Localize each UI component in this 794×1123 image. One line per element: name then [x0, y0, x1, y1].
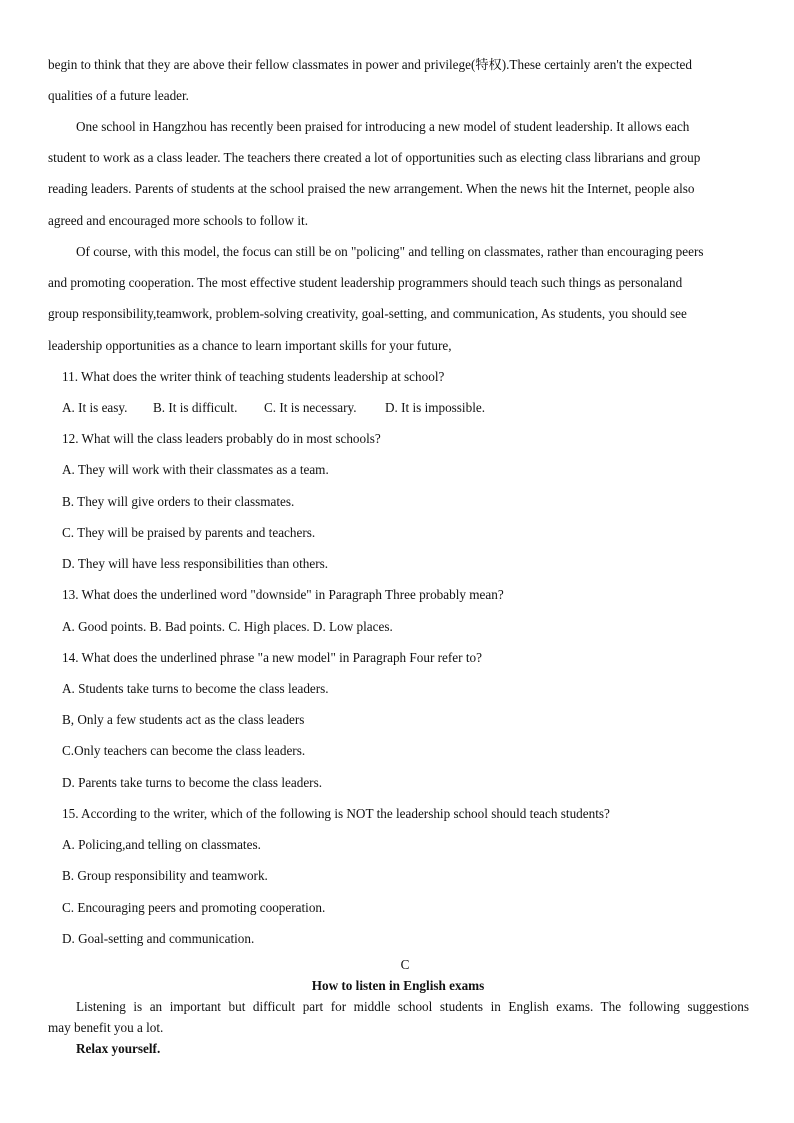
section-intro-line: Listening is an important but difficult part for middle school students in English exams. The following suggestions: [76, 999, 749, 1014]
passage-line: student to work as a class leader. The teachers there created a lot of opportunities such as electing class librarians and group: [48, 150, 701, 165]
passage-paragraph-start: One school in Hangzhou has recently been praised for introducing a new model of student leadership. It allows each: [76, 119, 690, 134]
question-14-option-c: C.Only teachers can become the class leaders.: [62, 743, 306, 758]
question-11-option-d: D. It is impossible.: [385, 400, 486, 415]
question-14-stem: 14. What does the underlined phrase "a new model" in Paragraph Four refer to?: [62, 650, 482, 665]
question-15-option-c: C. Encouraging peers and promoting cooperation.: [62, 900, 326, 915]
question-11-stem: 11. What does the writer think of teaching students leadership at school?: [62, 369, 445, 384]
question-13-options: A. Good points. B. Bad points. C. High places. D. Low places.: [62, 619, 393, 634]
question-14-option-b: B, Only a few students act as the class leaders: [62, 712, 305, 727]
passage-line: begin to think that they are above their fellow classmates in power and privilege(特权).These certainly aren't the expected: [48, 57, 692, 72]
passage-line: agreed and encouraged more schools to follow it.: [48, 213, 309, 228]
question-12-option-c: C. They will be praised by parents and teachers.: [62, 525, 316, 540]
passage-line: leadership opportunities as a chance to learn important skills for your future,: [48, 338, 452, 353]
question-13-stem: 13. What does the underlined word "downside" in Paragraph Three probably mean?: [62, 587, 504, 602]
question-11-option-b: B. It is difficult.: [153, 400, 238, 415]
section-title: How to listen in English exams: [311, 978, 485, 993]
question-14-option-d: D. Parents take turns to become the class leaders.: [62, 775, 323, 790]
passage-line: group responsibility,teamwork, problem-solving creativity, goal-setting, and communication, As students, you should see: [48, 306, 687, 321]
question-12-option-a: A. They will work with their classmates as a team.: [62, 462, 329, 477]
passage-line: and promoting cooperation. The most effective student leadership programmers should teach such things as personaland: [48, 275, 683, 290]
question-11-option-a: A. It is easy.: [62, 400, 128, 415]
section-subheading: Relax yourself.: [76, 1041, 161, 1056]
question-12-option-d: D. They will have less responsibilities than others.: [62, 556, 329, 571]
question-15-stem: 15. According to the writer, which of the following is NOT the leadership school should teach students?: [62, 806, 610, 821]
question-12-stem: 12. What will the class leaders probably do in most schools?: [62, 431, 381, 446]
passage-line: reading leaders. Parents of students at the school praised the new arrangement. When the news hit the Internet, people also: [48, 181, 695, 196]
question-14-option-a: A. Students take turns to become the class leaders.: [62, 681, 329, 696]
question-15-option-d: D. Goal-setting and communication.: [62, 931, 255, 946]
question-11-option-c: C. It is necessary.: [264, 400, 357, 415]
section-letter: C: [400, 957, 410, 972]
question-15-option-b: B. Group responsibility and teamwork.: [62, 868, 268, 883]
section-intro-line: may benefit you a lot.: [48, 1020, 164, 1035]
passage-line: qualities of a future leader.: [48, 88, 189, 103]
passage-paragraph-start: Of course, with this model, the focus can still be on "policing" and telling on classmates, rather than encouraging peers: [76, 244, 704, 259]
question-15-option-a: A. Policing,and telling on classmates.: [62, 837, 261, 852]
question-12-option-b: B. They will give orders to their classmates.: [62, 494, 295, 509]
